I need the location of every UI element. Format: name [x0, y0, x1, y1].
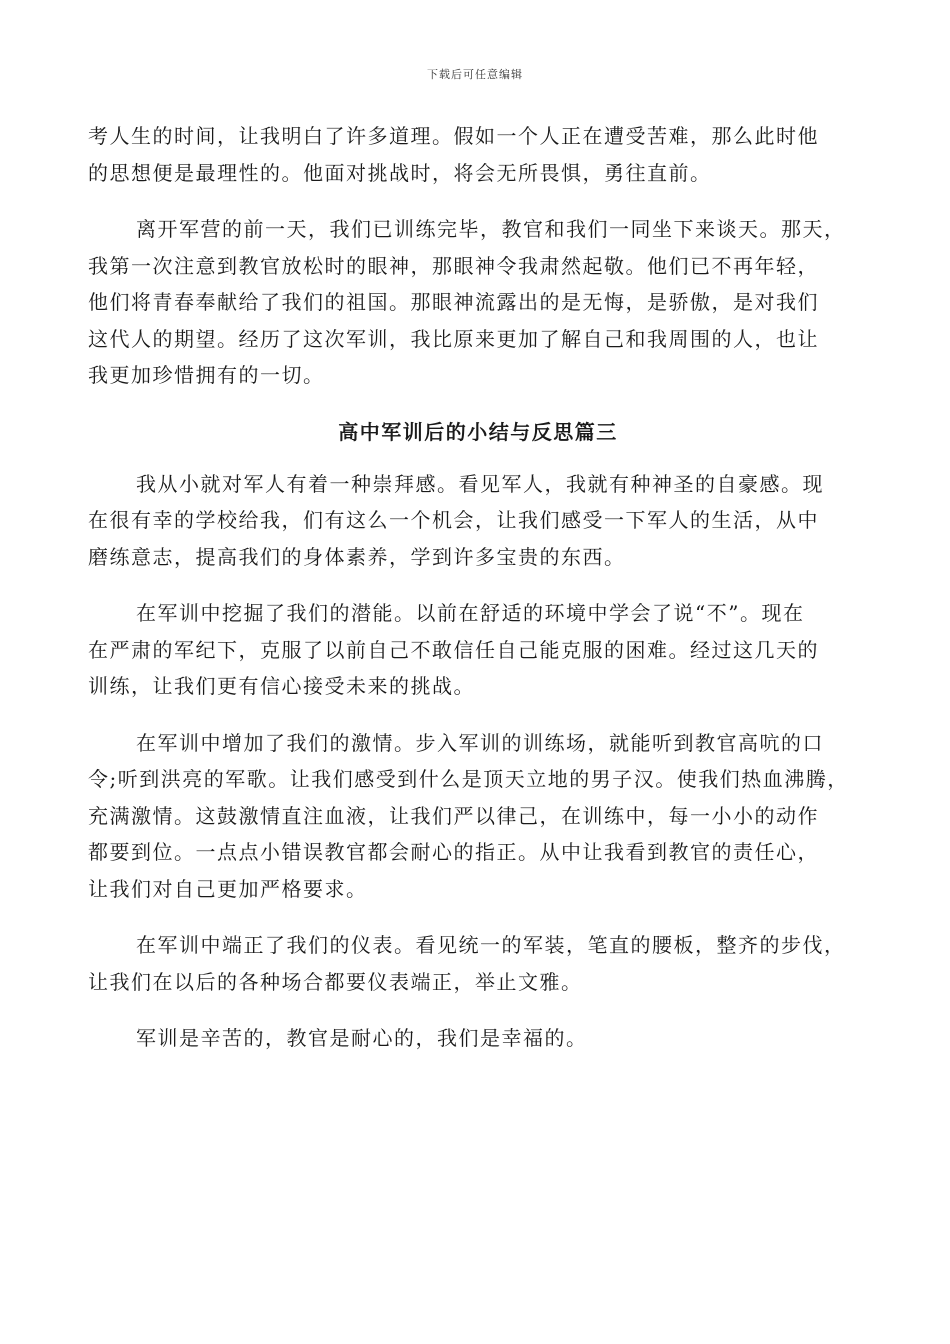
paragraph-line: 让我们对自己更加严格要求。	[88, 876, 368, 901]
paragraphs-after-section	[88, 466, 868, 1057]
paragraph	[88, 595, 868, 705]
paragraph-line: 军训是辛苦的，教官是耐心的，我们是幸福的。	[136, 1026, 588, 1050]
paragraph-line: 磨练意志，提高我们的身体素养，学到许多宝贵的东西。	[88, 544, 626, 569]
paragraph	[88, 725, 868, 908]
paragraph-line: 离开军营的前一天，我们已训练完毕，教官和我们一同坐下来谈天。那天，	[136, 217, 846, 241]
paragraph	[88, 1020, 868, 1057]
paragraph	[88, 211, 868, 394]
section-title: 高中军训后的小结与反思篇三	[338, 419, 618, 444]
paragraph-line: 我从小就对军人有着一种崇拜感。看见军人，我就有种神圣的自豪感。现	[136, 471, 824, 496]
page-header-note: 下载后可任意编辑	[427, 68, 523, 81]
paragraph-line: 训练，让我们更有信心接受未来的挑战。	[88, 674, 475, 698]
paragraph-line: 在军训中端正了我们的仪表。看见统一的军装，笔直的腰板，整齐的步伐，	[136, 933, 846, 957]
paragraph-line: 在严肃的军纪下，克服了以前自己不敢信任自己能克服的困难。经过这几天的	[88, 637, 819, 662]
paragraph	[88, 118, 868, 191]
paragraph-line: 让我们在以后的各种场合都要仪表端正，举止文雅。	[88, 969, 583, 994]
paragraph-line: 我更加珍惜拥有的一切。	[88, 363, 325, 387]
paragraph	[88, 466, 868, 576]
document-body	[88, 118, 868, 1077]
paragraph-line: 令;听到洪亮的军歌。让我们感受到什么是顶天立地的男子汉。使我们热血沸腾，	[88, 767, 849, 791]
paragraph-line: 他们将青春奉献给了我们的祖国。那眼神流露出的是无悔，是骄傲，是对我们	[88, 290, 819, 314]
paragraph	[88, 927, 868, 1000]
paragraph-line: 都要到位。一点点小错误教官都会耐心的指正。从中让我看到教官的责任心，	[88, 840, 819, 864]
paragraph-line: 在军训中增加了我们的激情。步入军训的训练场，就能听到教官高吭的口	[136, 730, 824, 755]
paragraph-line: 考人生的时间，让我明白了许多道理。假如一个人正在遭受苦难，那么此时他	[88, 124, 819, 148]
paragraph-line: 在很有幸的学校给我，们有这么一个机会，让我们感受一下军人的生活，从中	[88, 508, 819, 532]
paragraph-line: 这代人的期望。经历了这次军训，我比原来更加了解自己和我周围的人，也让	[88, 326, 819, 351]
paragraph-line: 在军训中挖掘了我们的潜能。以前在舒适的环境中学会了说“不”。现在	[136, 601, 805, 625]
paragraph-line: 的思想便是最理性的。他面对挑战时，将会无所畏惧，勇往直前。	[88, 160, 712, 185]
paragraph-line: 我第一次注意到教官放松时的眼神，那眼神令我肃然起敬。他们已不再年轻，	[88, 253, 819, 278]
paragraph-line: 充满激情。这鼓激情直注血液，让我们严以律己，在训练中，每一小小的动作	[88, 803, 819, 828]
paragraphs-before-section	[88, 118, 868, 394]
